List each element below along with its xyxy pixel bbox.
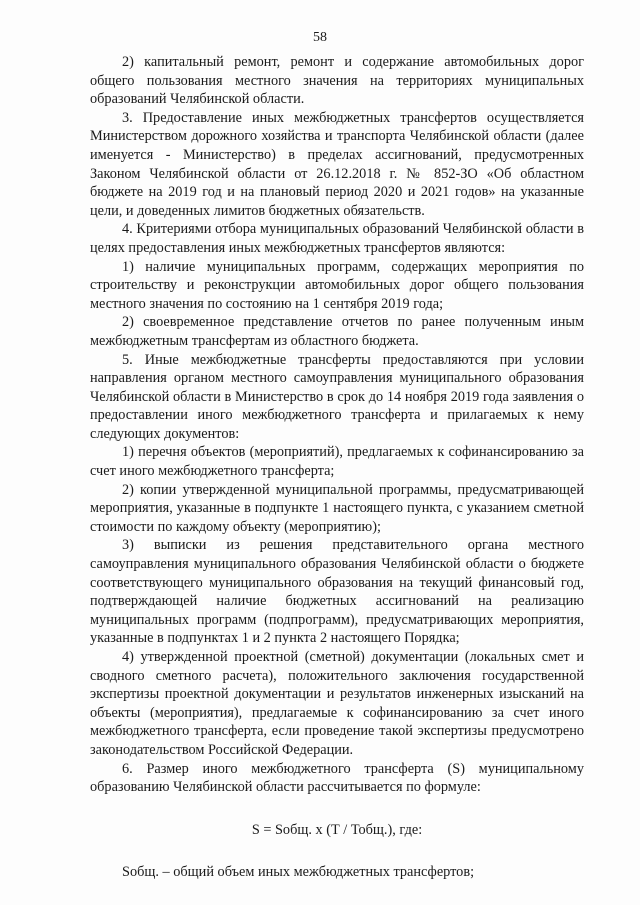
- formula-definition: Sобщ. – общий объем иных межбюджетных трансфертов;: [122, 864, 475, 881]
- paragraph-5-document-4: 4) утвержденной проектной (сметной) документации (локальных смет и сводного сметного расчета), положительного заключения государственной экспертизы проектной документации и результатов инженерных изысканий на объекты (мероприятия), предлагаемые к софинансированию за счет иного межбюджетного трансферта, если проведение такой экспертизы предусмотрено законодательством Российской Федерации.: [90, 649, 584, 758]
- paragraph-5-document-1: 1) перечня объектов (мероприятий), предлагаемых к софинансированию за счет иного межбюджетного трансферта;: [90, 444, 584, 480]
- paragraph-6-transfer-size: 6. Размер иного межбюджетного трансферта (S) муниципальному образованию Челябинской области рассчитывается по формуле:: [90, 760, 584, 796]
- paragraph-4-selection-criteria: 4. Критериями отбора муниципальных образований Челябинской области в целях предоставления иных межбюджетных трансфертов являются:: [90, 221, 584, 256]
- paragraph-3-transfer-provision: 3. Предоставление иных межбюджетных трансфертов осуществляется Министерством дорожного хозяйства и транспорта Челябинской области (далее именуется - Министерство) в пределах ассигнований, предусмотренных Законом Челябинской области от 26.12.2018 г. № 852-ЗО «Об областном бюджете на 2019 год и на плановый период 2020 и 2021 годов» на указанные цели, и доведенных лимитов бюджетных обязательств.: [90, 109, 584, 219]
- page-number: 58: [313, 30, 327, 45]
- formula: S = Sобщ. х (Т / Тобщ.), где:: [251, 821, 423, 838]
- paragraph-5-application-conditions: 5. Иные межбюджетные трансферты предоставляются при условии направления органом местного самоуправления муниципального образования Челябинской области в Министерство в срок до 14 ноября 2019 года заявления о предоставлении иного межбюджетного трансферта и прилагаемых к нему следующих документов:: [90, 351, 584, 442]
- paragraph-4-criterion-2: 2) своевременное представление отчетов по ранее полученным иным межбюджетным трансфертам из областного бюджета.: [90, 314, 584, 349]
- paragraph-5-document-2: 2) копии утвержденной муниципальной программы, предусматривающей мероприятия, указанные в подпункте 1 настоящего пункта, с указанием сметной стоимости по каждому объекту (мероприятию);: [90, 481, 584, 535]
- paragraph-5-document-3: 3) выписки из решения представительного органа местного самоуправления муниципального образования Челябинской области о бюджете соответствующего муниципального образования на текущий финансовый год, подтверждающей наличие бюджетных ассигнований на реализацию муниципальных программ (подпрограмм), предусматривающих мероприятия, указанные в подпунктах 1 и 2 пункта 2 настоящего Порядка;: [90, 537, 584, 647]
- document-body: [90, 53, 584, 882]
- paragraph-item-2-road-repair: 2) капитальный ремонт, ремонт и содержание автомобильных дорог общего пользования местного значения на территориях муниципальных образований Челябинской области.: [90, 54, 584, 108]
- paragraph-4-criterion-1: 1) наличие муниципальных программ, содержащих мероприятия по строительству и реконструкции автомобильных дорог общего пользования местного значения по состоянию на 1 сентября 2019 года;: [90, 258, 584, 312]
